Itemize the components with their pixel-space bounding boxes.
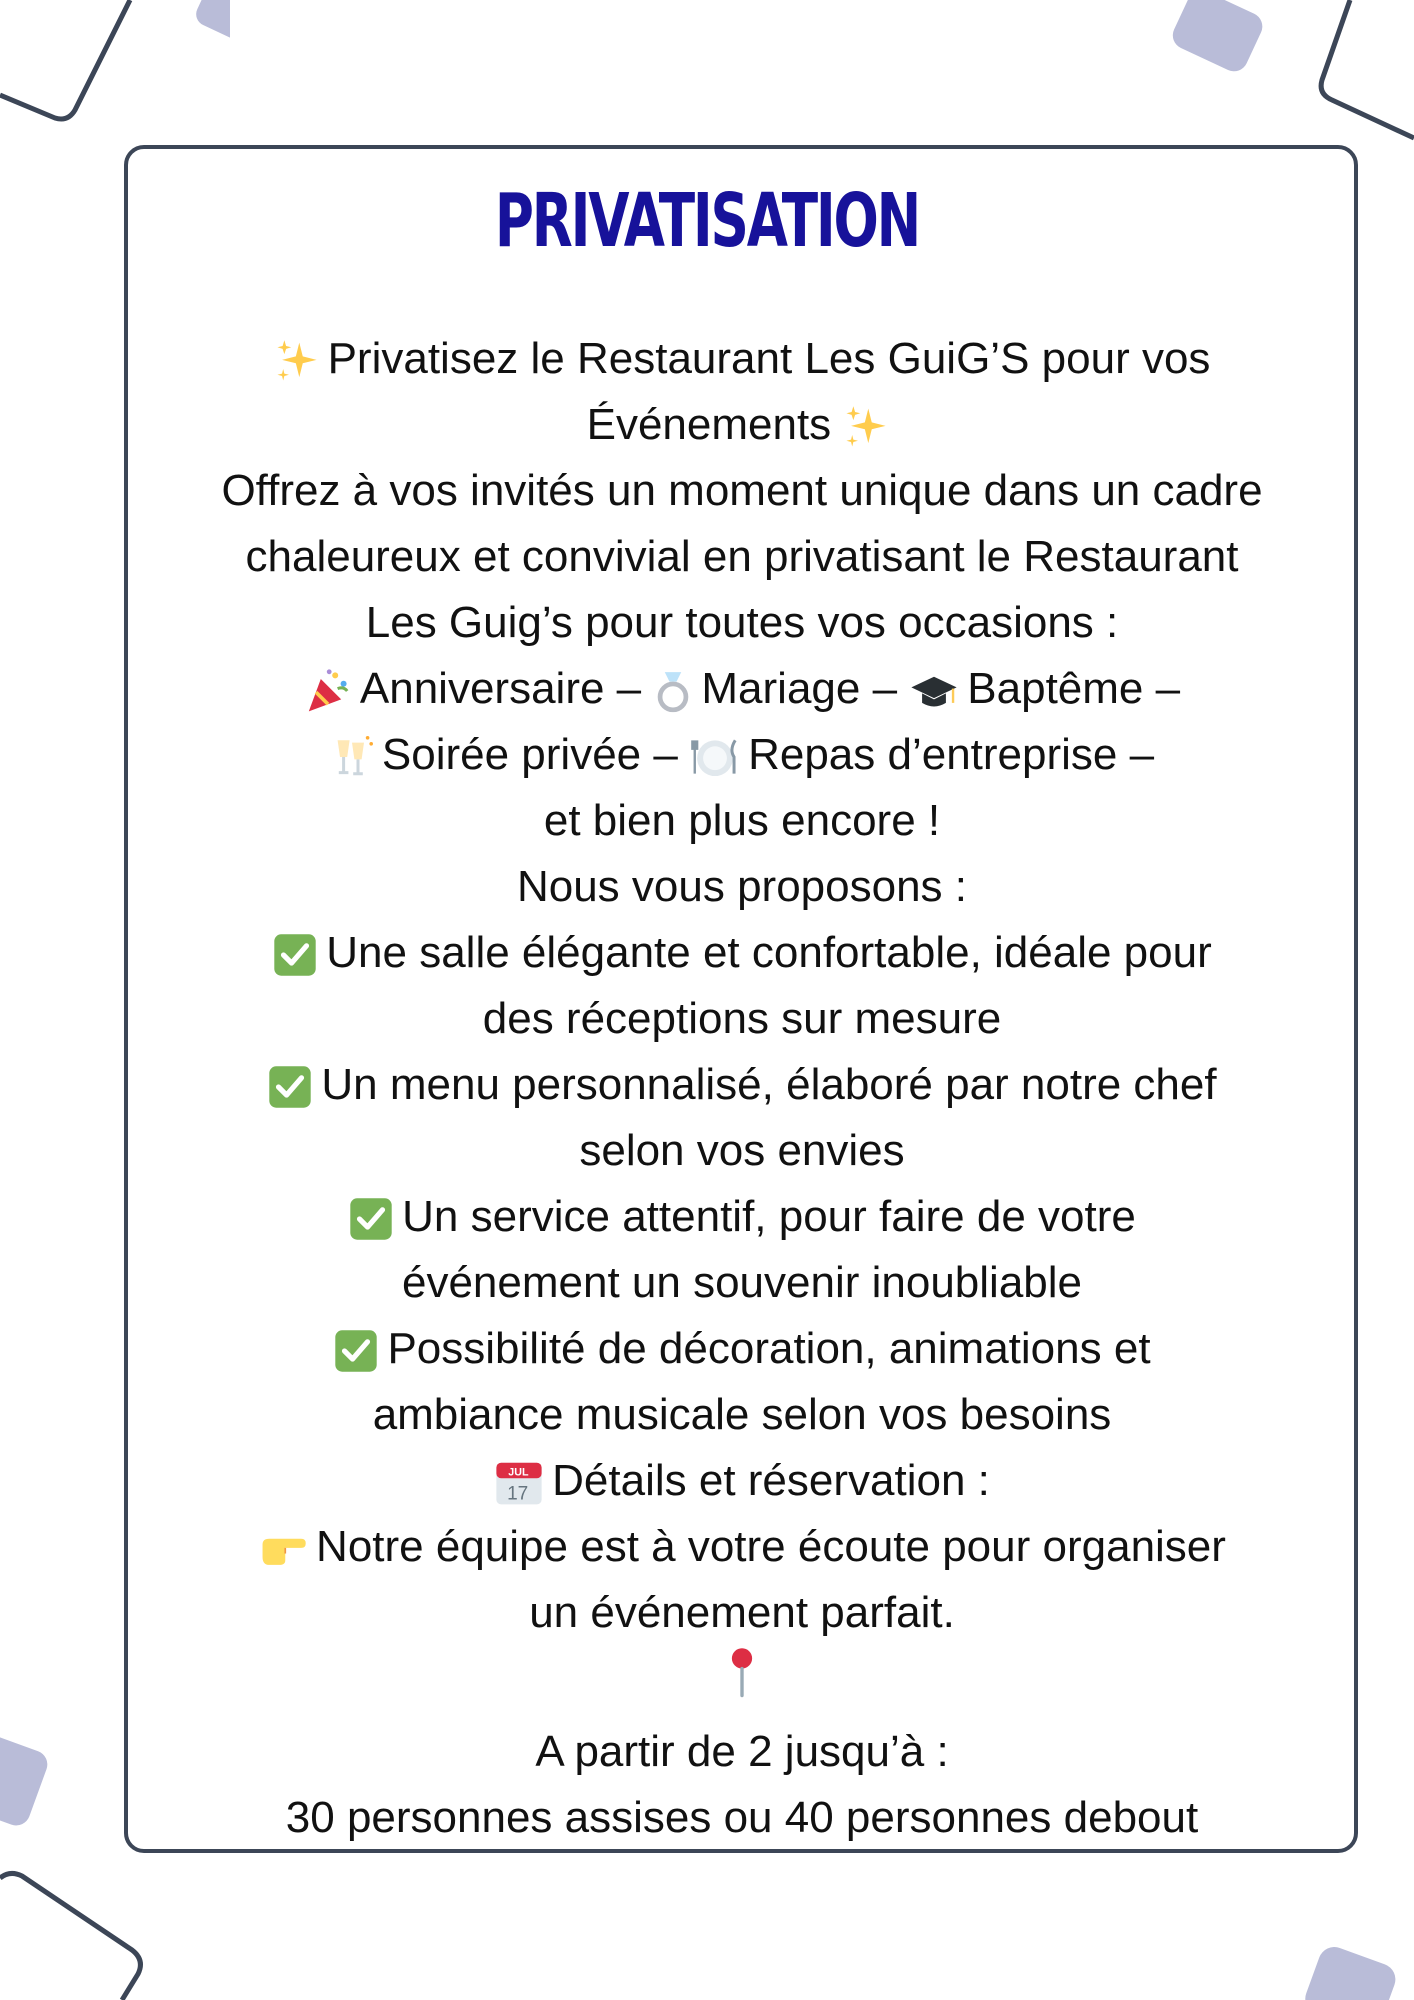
pin-line: [130, 1646, 1354, 1719]
calendar-icon: [494, 1459, 544, 1507]
party-popper-icon: [304, 667, 352, 715]
sparkles-icon: [274, 338, 320, 384]
pushpin-icon: [727, 1646, 757, 1719]
check-mark-icon: [348, 1196, 394, 1242]
calendar-month: JUL: [508, 1466, 529, 1479]
capacity-line-1: A partir de 2 jusqu’à :: [535, 1727, 949, 1776]
corner-decoration-bottom-right: [1290, 1940, 1414, 2000]
calendar-day: 17: [507, 1484, 529, 1506]
card-body: [130, 326, 1354, 1851]
offer-heading: Nous vous proposons :: [516, 862, 968, 911]
offer-item-2: Un menu personnalisé, élaboré par notre chef: [130, 1052, 1354, 1118]
paragraph-line: Les Guig’s pour toutes vos occasions :: [365, 598, 1119, 647]
check-mark-icon: [267, 1064, 313, 1110]
intro-line-2: Événements: [130, 392, 1354, 458]
intro-line-1: Privatisez le Restaurant Les GuiG’S pour vos: [130, 326, 1354, 392]
booking-heading: JUL 17 Détails et réservation :: [130, 1448, 1354, 1514]
paragraph-line: Offrez à vos invités un moment unique dans un cadre: [221, 466, 1263, 515]
offer-item-1: Une salle élégante et confortable, idéale pour: [130, 920, 1354, 986]
occasions-line-1: Anniversaire – Mariage – Baptême –: [130, 656, 1354, 722]
check-mark-icon: [333, 1328, 379, 1374]
offer-item-4-cont: ambiance musicale selon vos besoins: [372, 1390, 1112, 1439]
pointing-hand-icon: [258, 1526, 308, 1572]
offer-item-3: Un service attentif, pour faire de votre: [130, 1184, 1354, 1250]
graduation-cap-icon: [909, 667, 959, 715]
offer-item-4: Possibilité de décoration, animations et: [130, 1316, 1354, 1382]
paragraph-line: chaleureux et convivial en privatisant le Restaurant: [245, 532, 1239, 581]
corner-decoration-top-left: [0, 0, 230, 140]
champagne-icon: [330, 733, 374, 781]
offer-item-2-cont: selon vos envies: [579, 1126, 905, 1175]
page-title: PRIVATISATION: [494, 178, 920, 264]
capacity-line-2: 30 personnes assises ou 40 personnes debout: [285, 1793, 1199, 1842]
offer-item-3-cont: événement un souvenir inoubliable: [401, 1258, 1083, 1307]
occasions-line-2: Soirée privée – Repas d’entreprise –: [130, 722, 1354, 788]
corner-decoration-top-right: [1160, 0, 1414, 150]
booking-line-1: Notre équipe est à votre écoute pour organiser: [130, 1514, 1354, 1580]
offer-item-1-cont: des réceptions sur mesure: [482, 994, 1002, 1043]
paragraph-line: et bien plus encore !: [543, 796, 941, 845]
booking-line-2: un événement parfait.: [529, 1588, 955, 1637]
plate-cutlery-icon: [690, 733, 740, 781]
check-mark-icon: [272, 932, 318, 978]
sparkles-icon: [843, 404, 889, 450]
ring-icon: [653, 667, 693, 715]
